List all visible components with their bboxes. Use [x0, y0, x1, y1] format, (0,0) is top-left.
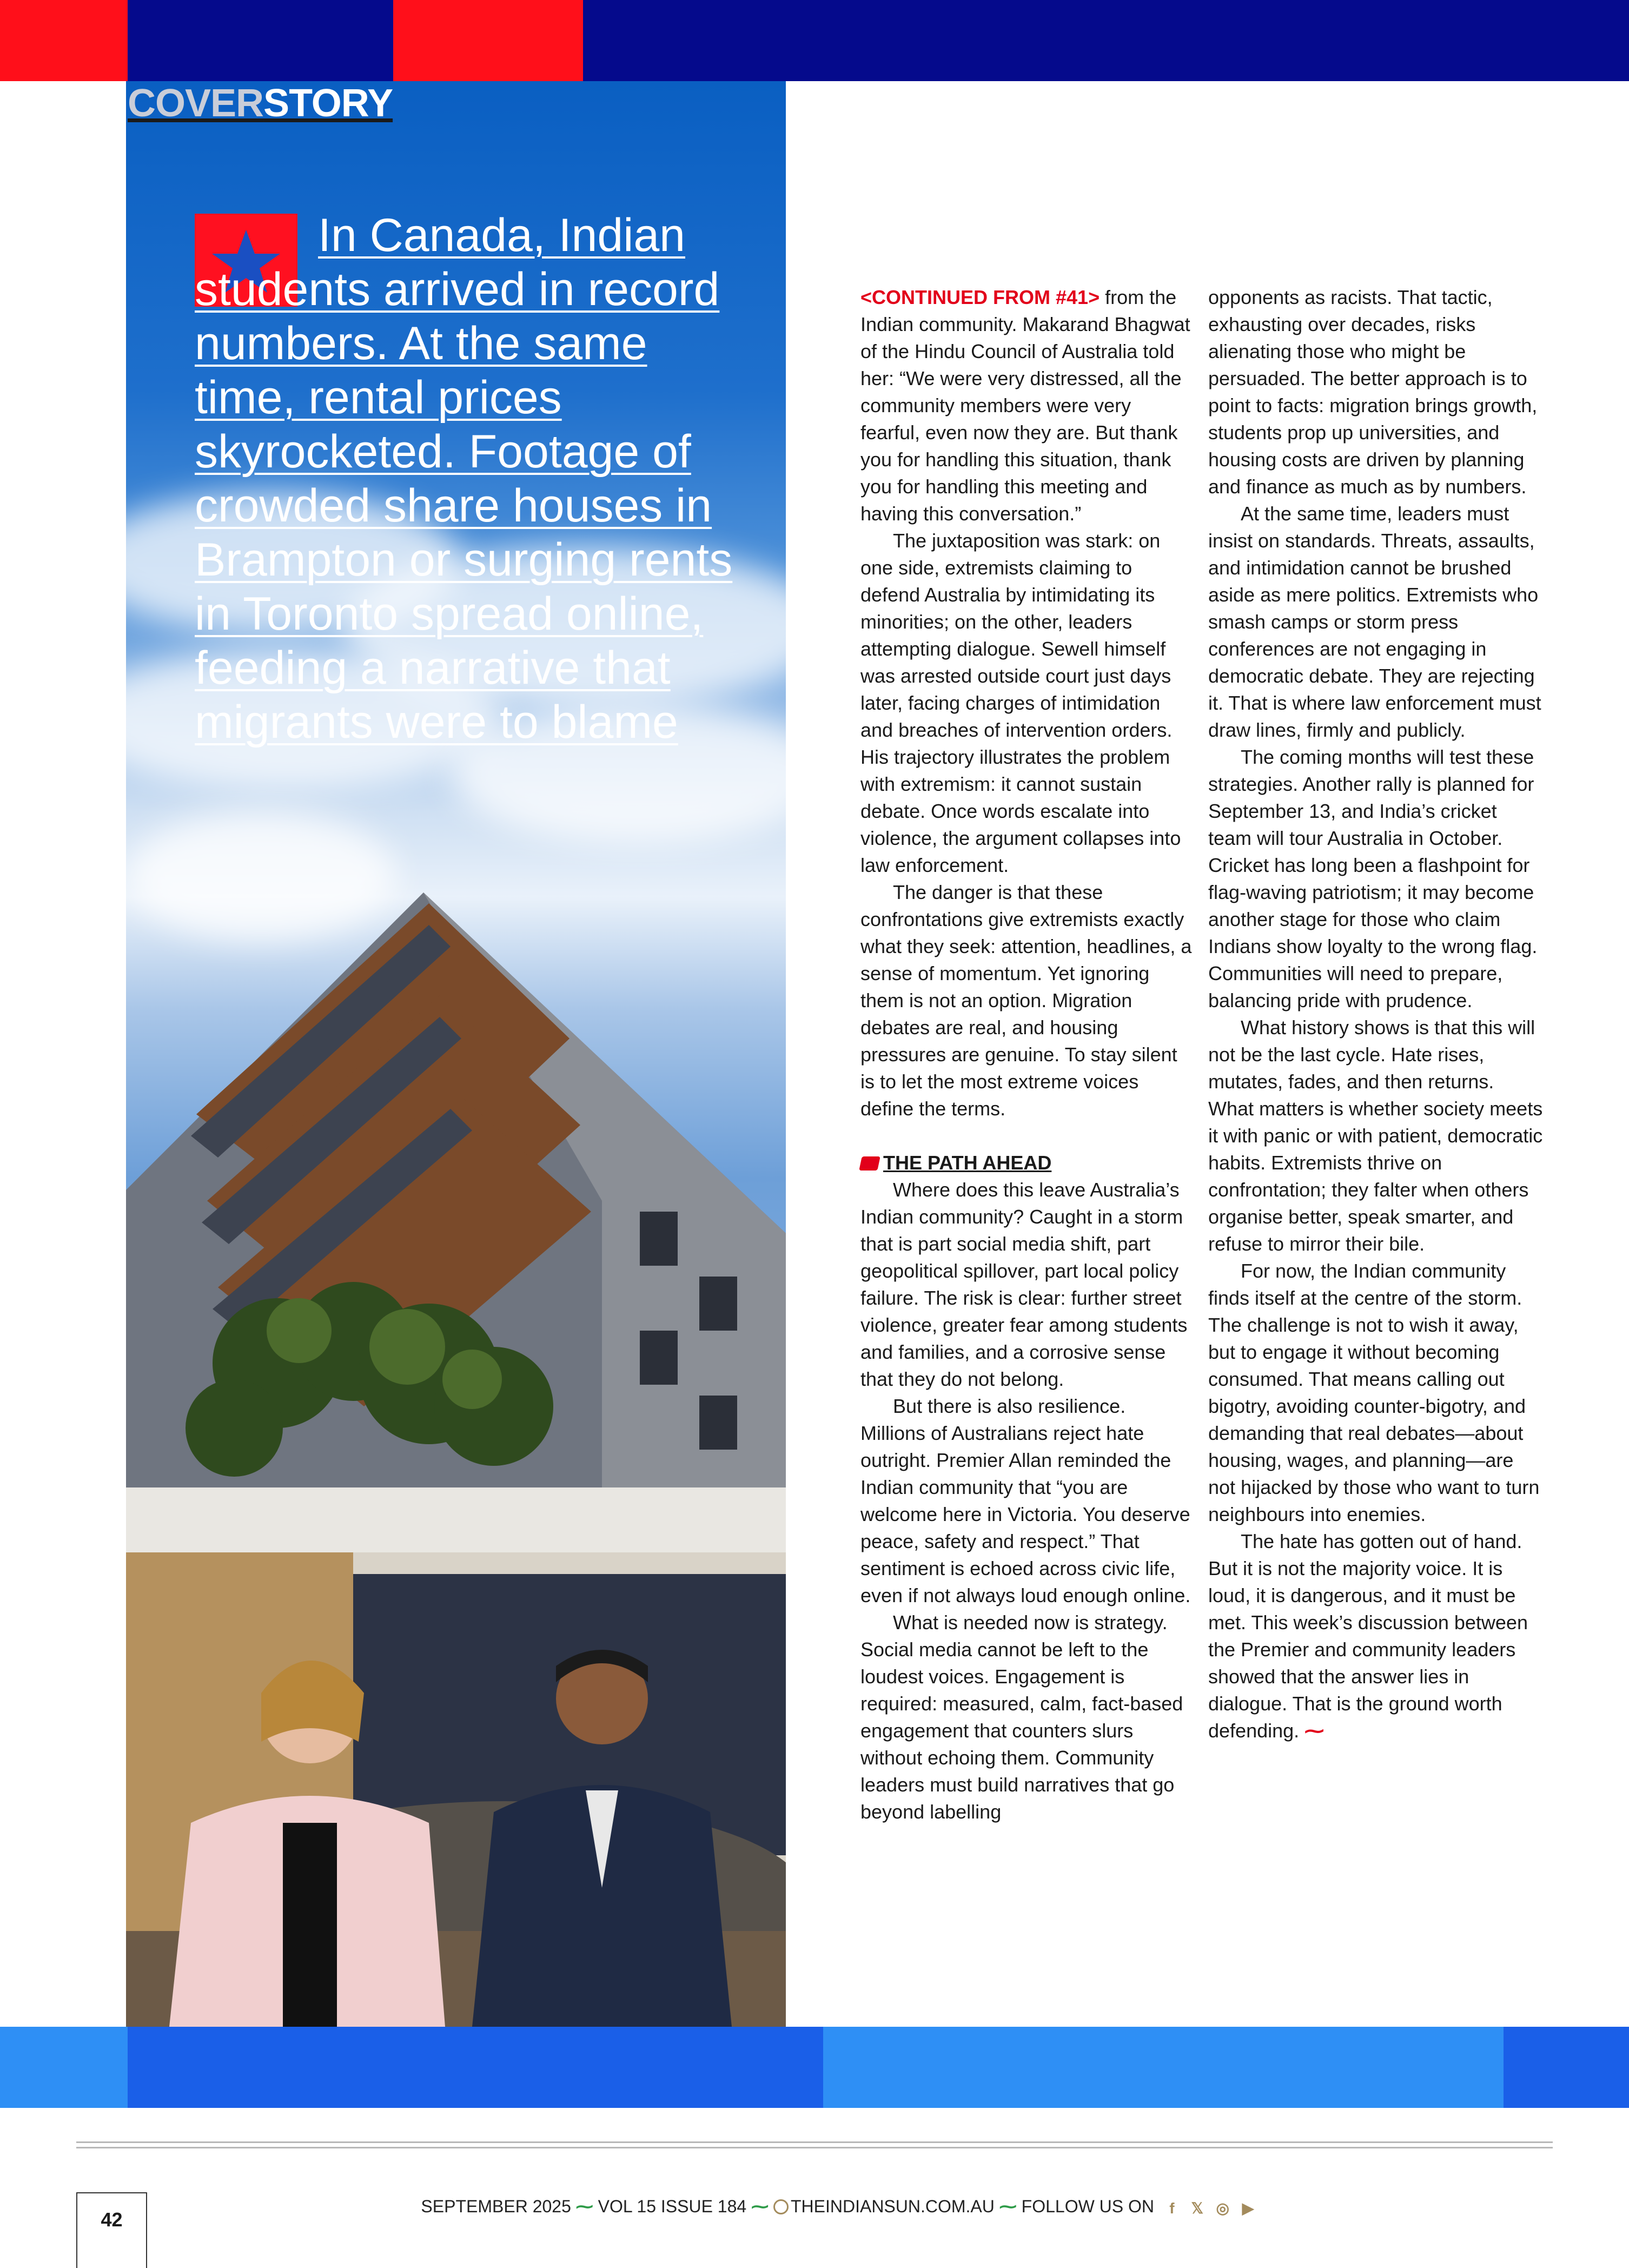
- paragraph: opponents as racists. That tactic, exhausting over decades, risks alienating those who might be persuaded. The better approach is to point to facts: migration brings growth, students prop up universities, and housing costs are driven by planning and finance as much as by numbers.: [1208, 286, 1538, 498]
- heading-marker-icon: [859, 1156, 880, 1171]
- section-label: [128, 81, 393, 125]
- paragraph: But there is also resilience. Millions of Australians reject hate outright. Premier Allan reminded the Indian community that “you are welcome here in Victoria. You deserve peace, safety and respect.” That sentiment is echoed across civic life, even if not always loud enough online.: [860, 1395, 1191, 1606]
- issue-date: SEPTEMBER 2025: [421, 2197, 571, 2216]
- article-column-2: [1208, 284, 1544, 1744]
- paragraph: The juxtaposition was stark: on one side, extremists claiming to defend Australia by intimidating its minorities; on the other, leaders attempting dialogue. Sewell himself was arrested outside court just days later, facing charges of intimidation and breaches of intervention orders. His trajectory illustrates the problem with extremism: it cannot sustain debate. Once words escalate into violence, the argument collapses into law enforcement.: [860, 530, 1181, 876]
- paragraph: At the same time, leaders must insist on standards. Threats, assaults, and intimidation cannot be brushed aside as mere politics. Extremists who smash camps or storm press conferences are not engaging in democratic debate. They are rejecting it. That is where law enforcement must draw lines, firmly and publicly.: [1208, 502, 1541, 741]
- globe-icon: [773, 2199, 789, 2214]
- apartment-building-photo: [126, 811, 786, 1487]
- paragraph: Where does this leave Australia’s Indian community? Caught in a storm that is part social media shift, part geopolitical spillover, part local policy failure. The risk is clear: further street violence, greater fear among students and families, and a corrosive sense that they do not belong.: [860, 1179, 1188, 1390]
- continued-from-label[interactable]: <CONTINUED FROM #41>: [860, 286, 1100, 308]
- paragraph: The danger is that these confrontations give extremists exactly what they seek: attention, headlines, a sense of momentum. Yet ignoring them is not an option. Migration debates are real, and housing pressures are genuine. To stay silent is to let the most extreme voices define the terms.: [860, 881, 1192, 1120]
- paragraph: The hate has gotten out of hand. But it is not the majority voice. It is loud, it is dangerous, and it must be met. This week’s discussion between the Premier and community leaders showed that the answer lies in dialogue. That is the ground worth defending. ⁓: [1208, 1530, 1528, 1742]
- top-color-band: [0, 0, 1629, 81]
- x-icon[interactable]: 𝕏: [1191, 2200, 1204, 2217]
- article-column-1: [860, 284, 1196, 1826]
- section-label-story: STORY: [263, 82, 393, 125]
- section-label-cover: COVER: [128, 82, 264, 125]
- footer-rule-top: [76, 2141, 1553, 2143]
- bottom-band-dark-block-right: [1504, 2027, 1629, 2108]
- top-band-red-block-left: [0, 0, 128, 81]
- paragraph: <CONTINUED FROM #41> from the Indian community. Makarand Bhagwat of the Hindu Council of Australia told her: “We were very distressed, all the community members were very fearful, even now they are. But thank you for handling this situation, thank you for handling this meeting and having this conversation.”: [860, 286, 1190, 525]
- section-heading: THE PATH AHEAD: [860, 1149, 1196, 1176]
- website-link[interactable]: THEINDIANSUN.COM.AU: [790, 2197, 995, 2216]
- paragraph: What is needed now is strategy. Social media cannot be left to the loudest voices. Engagement is required: measured, calm, fact-based engagement that counters slurs without echoing them. Community leaders must build narratives that go beyond labelling: [860, 1611, 1183, 1823]
- footer-rule-bottom: [76, 2147, 1553, 2148]
- issue-number: VOL 15 ISSUE 184: [598, 2197, 747, 2216]
- facebook-icon[interactable]: f: [1169, 2200, 1175, 2217]
- footer-info: [379, 2196, 1298, 2217]
- separator-icon: ⁓: [999, 2197, 1017, 2216]
- paragraph: The coming months will test these strategies. Another rally is planned for September 13, and India’s cricket team will tour Australia in October. Cricket has long been a flashpoint for flag-waving patriotism; it may become another stage for those who claim Indians show loyalty to the wrong flag. Communities will need to prepare, balancing pride with prudence.: [1208, 746, 1538, 1011]
- end-mark-icon: ⁓: [1304, 1720, 1325, 1742]
- follow-label: FOLLOW US ON: [1021, 2197, 1155, 2216]
- instagram-icon[interactable]: ◎: [1216, 2200, 1229, 2217]
- separator-icon: ⁓: [751, 2197, 769, 2216]
- paragraph: For now, the Indian community finds itself at the centre of the storm. The challenge is not to wish it away, but to engage it without becoming consumed. That means calling out bigotry, avoiding counter-bigotry, and demanding that real debates—about housing, wages, and planning—are not hijacked by those who want to turn neighbours into enemies.: [1208, 1260, 1540, 1525]
- bottom-band-dark-block-left: [128, 2027, 823, 2108]
- bottom-color-band: [0, 2027, 1629, 2108]
- top-band-red-block-middle: [393, 0, 583, 81]
- youtube-icon[interactable]: ▶: [1242, 2200, 1254, 2217]
- page-number: 42: [101, 2209, 123, 2231]
- paragraph: What history shows is that this will not be the last cycle. Hate rises, mutates, fades, and then returns. What matters is whether society meets it with panic or with patient, democratic habits. Extremists thrive on confrontation; they falter when others organise better, speak smarter, and refuse to mirror their bile.: [1208, 1016, 1543, 1255]
- pull-quote: In Canada, Indian students arrived in record numbers. At the same time, rental prices skyrocketed. Footage of crowded share houses in Brampton or surging rents in Toronto spread online, feeding a narrative that migrants were to blame: [195, 209, 733, 748]
- separator-icon: ⁓: [575, 2197, 593, 2216]
- premier-meeting-photo: [126, 1487, 786, 2027]
